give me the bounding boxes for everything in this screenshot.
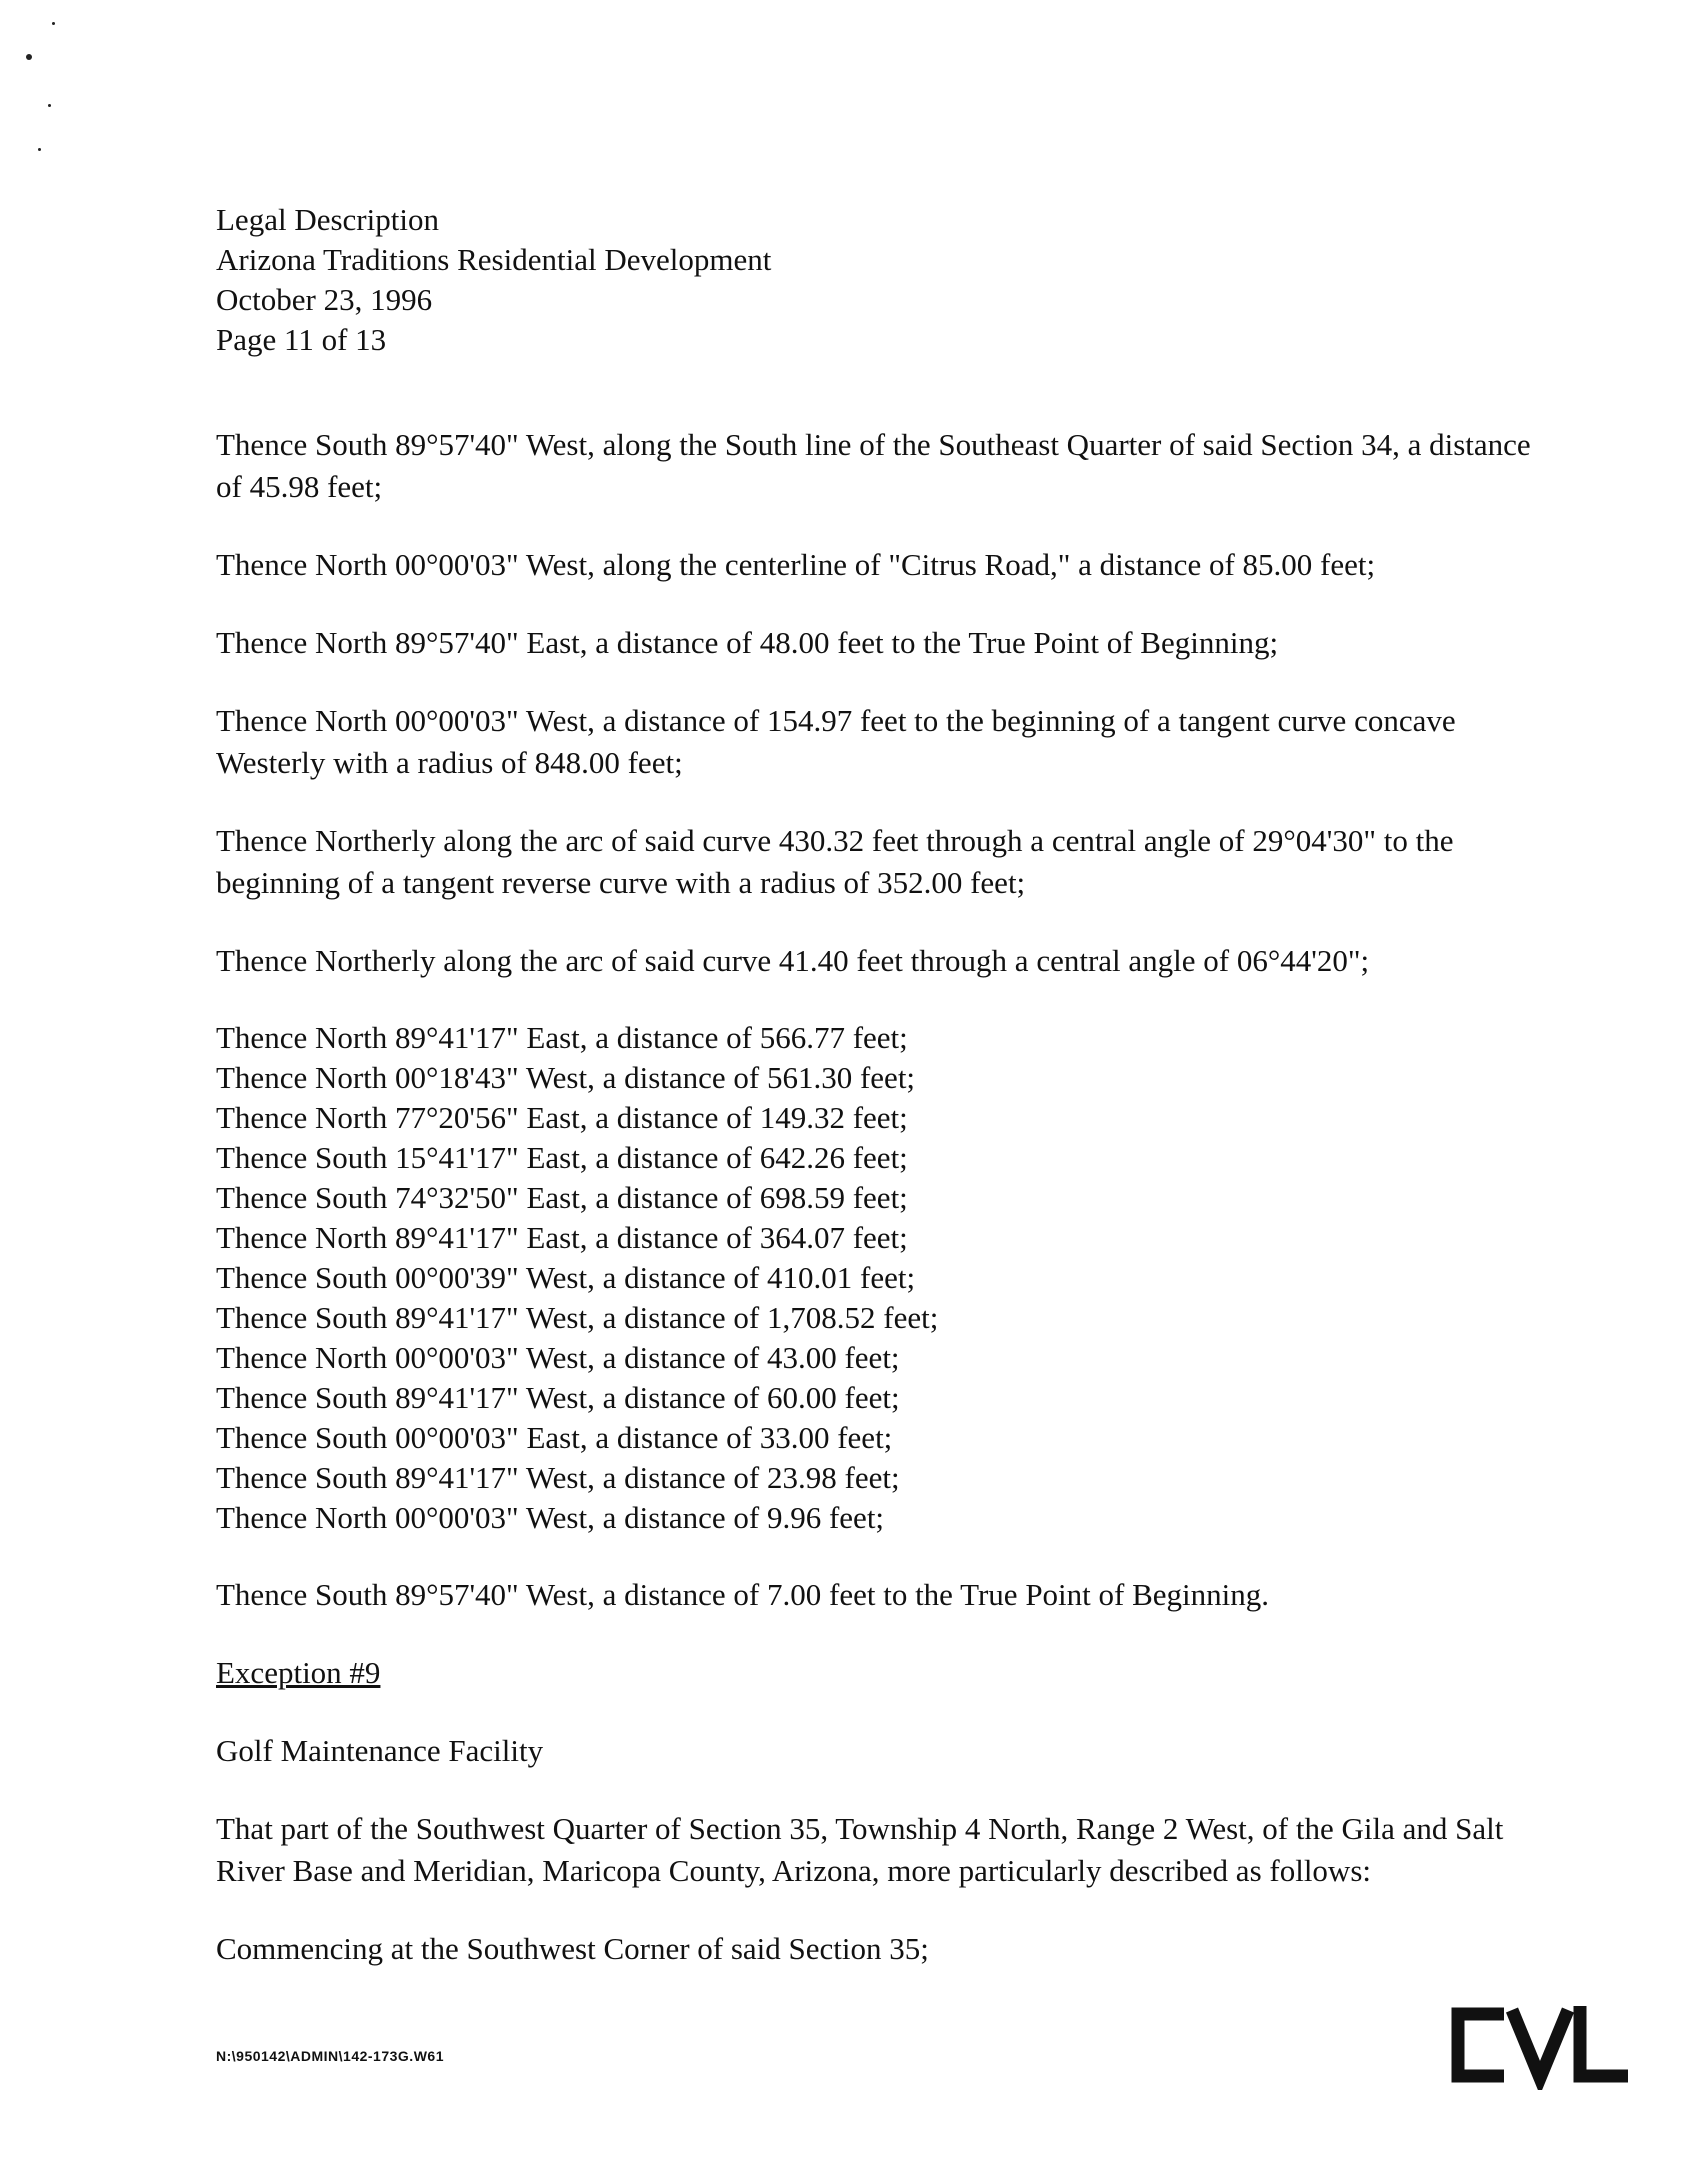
paragraph-4: Thence North 00°00'03" West, a distance of 154.97 feet to the beginning of a tangent curve concave Westerly with a radius of 848.00 feet; <box>216 703 1456 780</box>
paragraph-5: Thence Northerly along the arc of said curve 430.32 feet through a central angle of 29°04'30" to the beginning of a tangent reverse curve with a radius of 352.00 feet; <box>216 823 1454 900</box>
bearing-call: Thence South 89°41'17" West, a distance of 1,708.52 feet; <box>216 1300 939 1335</box>
bearing-call: Thence South 89°41'17" West, a distance of 23.98 feet; <box>216 1460 900 1495</box>
paragraph-6: Thence Northerly along the arc of said curve 41.40 feet through a central angle of 06°44'20"; <box>216 943 1370 978</box>
exception-subheading: Golf Maintenance Facility <box>216 1733 544 1768</box>
bearing-call: Thence South 74°32'50" East, a distance of 698.59 feet; <box>216 1180 908 1215</box>
scan-speck <box>48 104 51 107</box>
header-page-number: Page 11 of 13 <box>216 322 387 357</box>
scan-speck <box>38 148 41 151</box>
bearing-call: Thence South 00°00'39" West, a distance of 410.01 feet; <box>216 1260 916 1295</box>
company-logo <box>1444 2000 1630 2090</box>
bearing-call: Thence South 15°41'17" East, a distance of 642.26 feet; <box>216 1140 908 1175</box>
bearing-call: Thence South 00°00'03" East, a distance of 33.00 feet; <box>216 1420 893 1455</box>
exception-description: That part of the Southwest Quarter of Section 35, Township 4 North, Range 2 West, of the Gila and Salt River Base and Meridian, Maricopa County, Arizona, more particularly described as follows: <box>216 1811 1504 1888</box>
bearing-calls-list <box>216 1018 1546 1538</box>
bearing-call: Thence South 89°41'17" West, a distance of 60.00 feet; <box>216 1380 900 1415</box>
exception-commencing: Commencing at the Southwest Corner of said Section 35; <box>216 1931 929 1966</box>
bearing-call: Thence North 00°00'03" West, a distance of 9.96 feet; <box>216 1500 885 1535</box>
paragraph-1: Thence South 89°57'40" West, along the South line of the Southeast Quarter of said Section 34, a distance of 45.98 feet; <box>216 427 1531 504</box>
header-title: Legal Description <box>216 202 439 237</box>
bearing-call: Thence North 00°18'43" West, a distance of 561.30 feet; <box>216 1060 916 1095</box>
scan-speck <box>52 22 55 25</box>
bearing-call: Thence North 77°20'56" East, a distance of 149.32 feet; <box>216 1100 908 1135</box>
header-project: Arizona Traditions Residential Development <box>216 242 772 277</box>
exception-heading: Exception #9 <box>216 1655 381 1690</box>
header-date: October 23, 1996 <box>216 282 433 317</box>
bearing-call: Thence North 89°41'17" East, a distance of 566.77 feet; <box>216 1020 908 1055</box>
paragraph-3: Thence North 89°57'40" East, a distance of 48.00 feet to the True Point of Beginning; <box>216 625 1279 660</box>
closing-call: Thence South 89°57'40" West, a distance of 7.00 feet to the True Point of Beginning. <box>216 1577 1270 1612</box>
footer-file-path: N:\950142\ADMIN\142-173G.W61 <box>216 2048 444 2064</box>
document-header <box>216 200 771 360</box>
bearing-call: Thence North 00°00'03" West, a distance of 43.00 feet; <box>216 1340 900 1375</box>
paragraph-2: Thence North 00°00'03" West, along the centerline of "Citrus Road," a distance of 85.00 feet; <box>216 547 1376 582</box>
document-body <box>216 424 1546 2006</box>
bearing-call: Thence North 89°41'17" East, a distance of 364.07 feet; <box>216 1220 908 1255</box>
scan-speck <box>26 54 32 60</box>
